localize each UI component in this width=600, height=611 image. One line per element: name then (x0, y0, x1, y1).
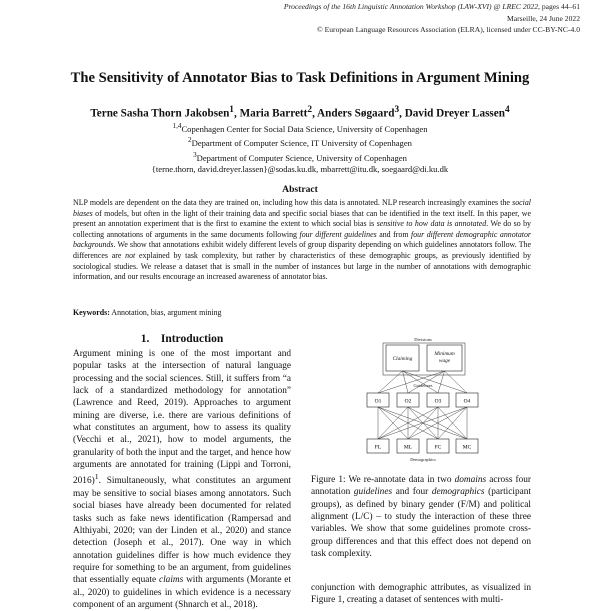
affiliation-line (0, 135, 600, 149)
proceedings-location: Marseille, 24 June 2022 (507, 13, 580, 23)
guideline-label: O1 (374, 398, 382, 405)
author-list: Terne Sasha Thorn Jakobsen$^1$, Maria Barrett$^2$, Anders Søgaard$^3$, David Dreyer Lassen$^4$ (90, 105, 510, 120)
figure-diagram (366, 333, 481, 468)
section-heading: 1. Introduction (140, 333, 224, 345)
affiliation-mark: 1,4 (172, 122, 182, 130)
abstract-heading: Abstract (282, 184, 318, 195)
author-emails: {terne.thorn, david.dreyer.lassen}@sodas.ku.dk, mbarrett@itu.dk, soegaard@di.ku.dk (151, 164, 449, 175)
author-mark: 4 (504, 105, 510, 115)
proceedings-line: Proceedings of the 16th Linguistic Annotation Workshop (LAW-XVI) @ LREC 2022 (283, 2, 539, 11)
proceedings-header (284, 1, 580, 36)
domain-guideline-connectors (378, 371, 467, 393)
affiliations (0, 121, 600, 176)
figure-1 (366, 333, 481, 468)
affiliation-text: Department of Computer Science, IT University of Copenhagen (191, 138, 412, 149)
domain-minimum-wage-label: Minimum (434, 351, 455, 357)
author-name: Anders Søgaard (317, 107, 395, 120)
author-mark: 1 (229, 105, 234, 115)
divisions-label: Divisions (414, 337, 432, 342)
demographics-label: Demographics (410, 457, 436, 462)
affiliation-text: Department of Computer Science, University of Copenhagen (196, 152, 407, 163)
affiliation-mark: 2 (188, 136, 192, 145)
keywords-text: Annotation, bias, argument mining (109, 308, 222, 317)
proceedings-pages: , pages 44–61 (538, 2, 580, 11)
guideline-label: O4 (463, 398, 471, 405)
guideline-label: O2 (404, 398, 412, 405)
keywords (73, 308, 221, 317)
author-mark: 3 (394, 105, 400, 115)
abstract-text: NLP models are dependent on the data they are trained on, including how this data is annotated. NLP research increasingly examines the social biases of models, but often in the light of their training data and specific social biases that can be identified in the text itself. In this paper, we present an annotation experiment that is the first to examine the extent to which social bias is sensitive to how data is annotated. We do so by collecting annotations of arguments in the same documents following four different guidelines and from four different demographic annotator backgrounds. We show that annotations exhibit widely different levels of group disparity depending on which guidelines annotators follow. The differences are not explained by task complexity, but rather by characteristics of these demographic groups, as previously identified by sociological studies. We release a dataset that is small in the number of instances but large in the number of annotations with demographic information, and our results encourage an increased awareness of annotator bias. (73, 198, 532, 282)
affiliation-mark: 3 (193, 150, 197, 159)
intro-paragraph: Argument mining is one of the most important and popular tasks at the intersection of natural language processing and the social sciences. Still, it suffers from “a lack of a standardized methodology for annotation” (Lawrence and Reed, 2019). Approaches to argument mining are diverse, i.e. there are various definitions of what constitutes an argument, how to assess its quality (Vecchi et al., 2021), how to model arguments, the granularity of both the input and the target, and hence how arguments are annotated for training (Lippi and Torroni, 2016)$^1$. Simultaneously, what constitutes an argument may be sensitive to social biases among annotators. Such social biases have already been documented for related tasks such as fake news identification (Rampersad and Althiyabi, 2020; van der Linden et al., 2020) and stance detection (Joseph et al., 2017). One way in which annotation guidelines differ is how much evidence they require for something to be an argument, from guidelines that essentially equate claims with arguments (Morante et al., 2020) to guidelines in which evidence is a necessary component of an argument (Shnarch et al., 2018). (73, 349, 291, 610)
paper-title: The Sensitivity of Annotator Bias to Task Definitions in Argument Mining (70, 70, 530, 86)
affiliation-text: Copenhagen Center for Social Data Science, University of Copenhagen (181, 123, 428, 134)
demographic-label: FL (374, 444, 382, 451)
demographic-label: MC (462, 444, 472, 451)
demographic-label: FC (434, 444, 442, 451)
domain-claiming-label: Claiming (392, 356, 413, 362)
right-column-text: conjunction with demographic attributes, as visualized in Figure 1, creating a dataset of sentences with multi- (311, 583, 531, 606)
affiliation-line (0, 150, 600, 164)
domain-minimum-wage-label-2: wage (438, 358, 451, 364)
author-name: David Dreyer Lassen (404, 107, 505, 120)
keywords-label: Keywords: (73, 308, 110, 317)
affiliation-line (0, 121, 600, 135)
license-line: © European Language Resources Association (ELRA), licensed under CC-BY-NC-4.0 (316, 25, 580, 34)
footnote-mark: 1 (94, 472, 99, 482)
guideline-label: O3 (434, 398, 442, 405)
guidelines-label: Guidelines (413, 383, 433, 388)
author-name: Terne Sasha Thorn Jakobsen (90, 107, 230, 120)
guideline-demographic-connectors (378, 407, 467, 439)
author-name: Maria Barrett (239, 107, 308, 120)
author-mark: 2 (307, 105, 313, 115)
figure-caption: Figure 1: We re-annotate data in two domains across four annotation guidelines and four demographics (participant groups), as defined by binary gender (F/M) and political alignment (L/C) – to study the interaction of these three variables. We show that some guidelines promote cross-group differences and that this effect does not depend on task complexity. (311, 475, 532, 560)
demographic-label: ML (403, 444, 413, 451)
